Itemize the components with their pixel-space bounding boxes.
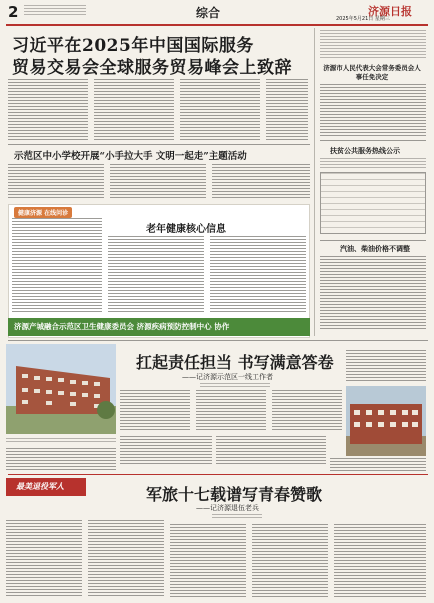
right-divider-1 xyxy=(320,140,426,141)
feature-body-right-2 xyxy=(330,458,426,472)
feature-headline: 扛起责任担当 书写满意答卷 xyxy=(136,353,334,372)
water-body xyxy=(320,158,426,170)
masthead-rule xyxy=(6,24,428,26)
feature-body-right xyxy=(346,350,426,382)
water-title: 扶贫公共服务热线公示 xyxy=(330,146,400,155)
campaign-body-3 xyxy=(212,164,310,200)
fuel-title: 汽油、柴油价格不调整 xyxy=(340,244,410,253)
people-congress-title: 济源市人民代表大会常务委员会人事任免决定 xyxy=(323,64,421,81)
campaign-body-2 xyxy=(110,164,206,200)
right-divider-2 xyxy=(320,240,426,241)
military-body-2 xyxy=(88,520,164,598)
fuel-body xyxy=(320,256,426,330)
military-body-4 xyxy=(252,524,328,598)
health-box-body-2 xyxy=(210,236,306,314)
lead-headline-line1: 习近平在2025年中国国际服务 xyxy=(12,36,254,56)
military-body-3 xyxy=(170,524,246,598)
campaign-body-1 xyxy=(8,164,104,200)
military-byline xyxy=(212,514,262,518)
military-subhead: ——记济源退伍老兵 xyxy=(196,504,259,512)
lead-body-col1 xyxy=(8,79,88,141)
section-title: 综合 xyxy=(196,6,221,20)
lead-body-col4 xyxy=(266,79,308,141)
people-congress-body xyxy=(320,84,426,136)
feature-subhead: ——记济源示范区一线工作者 xyxy=(182,373,273,381)
campaign-headline: 示范区中小学校开展“小手拉大手 文明一起走”主题活动 xyxy=(14,151,247,162)
feature-body-5 xyxy=(120,436,212,466)
page-number: 2 xyxy=(8,3,19,21)
feature-body-6 xyxy=(216,436,326,466)
military-body-5 xyxy=(334,524,426,598)
water-table xyxy=(320,172,426,234)
feature-photo-caption xyxy=(6,438,116,444)
lead-body-col2 xyxy=(94,79,174,141)
masthead-info xyxy=(24,5,86,16)
feature-body-1 xyxy=(120,390,190,432)
lead-headline-line2: 贸易交易会全球服务贸易峰会上致辞 xyxy=(12,58,292,78)
military-headline: 军旅十七载谱写青春赞歌 xyxy=(146,485,323,504)
feature-body-2 xyxy=(196,390,266,432)
feature-body-3 xyxy=(272,390,342,432)
health-banner-text: 济源产城融合示范区卫生健康委员会 济源疾病预防控制中心 协作 xyxy=(14,322,230,331)
military-rule xyxy=(8,474,428,475)
feature-body-4 xyxy=(6,448,116,472)
health-body-left xyxy=(12,218,102,314)
health-box-title: 老年健康核心信息 xyxy=(146,224,226,235)
right-column-rule xyxy=(314,28,315,336)
right-top-body xyxy=(320,30,426,60)
lead-body-col3 xyxy=(180,79,260,141)
feature-photo-right xyxy=(346,386,426,456)
military-body-1 xyxy=(6,520,82,598)
paper-logo: 济源日报 xyxy=(368,5,412,18)
feature-photo xyxy=(6,344,116,434)
health-box-body-1 xyxy=(108,236,204,314)
campaign-rule xyxy=(8,144,310,145)
military-tag: 最美退役军人 xyxy=(16,482,64,491)
health-tag: 健康济源 在线问诊 xyxy=(14,207,72,218)
date-line: 2025年5月21日 星期三 xyxy=(336,16,390,22)
feature-byline xyxy=(200,383,270,387)
feature-rule xyxy=(8,340,428,341)
